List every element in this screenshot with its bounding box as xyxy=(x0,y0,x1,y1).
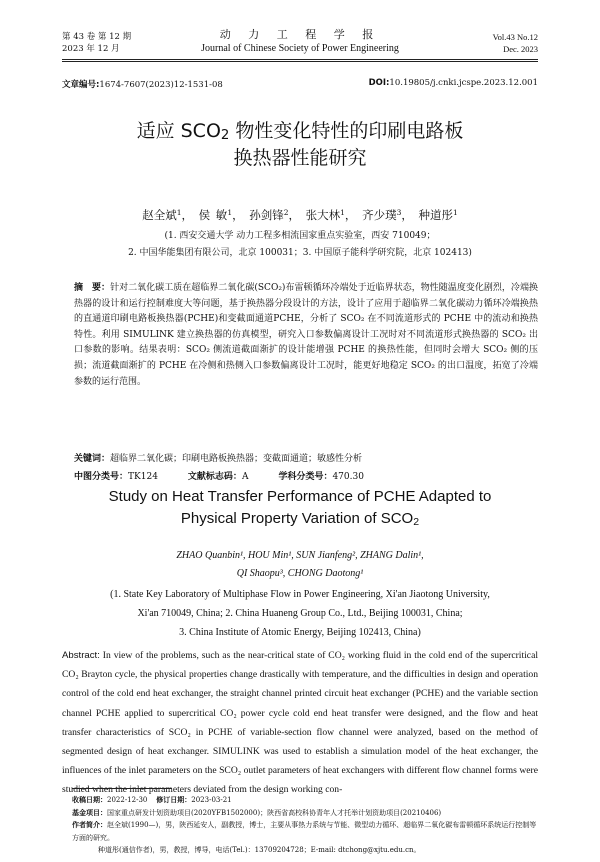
abstract-cn-label: 摘 要： xyxy=(74,283,111,293)
journal-name-en: Journal of Chinese Society of Power Engineering xyxy=(201,43,399,54)
header-rule xyxy=(62,59,538,60)
fund-line: 基金项目：国家重点研发计划资助项目(2020YFB1502000)；陕西省高校科协青年人才托举计划资助项目(20210406) xyxy=(72,808,442,817)
author-cn: 齐少璞$^3$ xyxy=(362,208,402,222)
journal-issue-en xyxy=(493,31,538,55)
affiliations-en xyxy=(62,585,538,642)
affiliation-en-line3: 3. China Institute of Atomic Energy, Beijing 102413, China) xyxy=(179,627,421,638)
article-meta xyxy=(62,78,538,90)
abstract-cn xyxy=(74,281,538,390)
date-en: Dec. 2023 xyxy=(503,44,538,54)
title-cn-line1: 适应 $SCO_2$ 物性变化特性的印刷电路板 xyxy=(136,120,464,143)
keywords-text: 超临界二氧化碳；印刷电路板换热器；变截面通道；敏感性分析 xyxy=(110,454,363,464)
author-cn: 赵全斌$^1$ xyxy=(142,208,182,222)
abstract-en-text: In view of the problems, such as the near-critical state of CO₂ working fluid in the cold end of the supercritical CO₂ Brayton cycle, the physical properties change drastically with temperature, and the difficulties in design and operation control of the cold end heat exchanger, the straight channel printed circuit heat exchanger (PCHE) and the variable section channel PCHE applied to supercritical CO₂ power cycle cold end heat transfer were designed, and the flow and heat transfer characteristics of SCO₂ in PCHE of variable-section flow channel were analyzed, based on the method of segmented design of heat exchanger. SIMULINK was used to establish a simulation model of the heat exchanger, the influences of the inlet parameters on the SCO₂ outlet parameters of heat exchangers with different flow channel forms were studied when the inlet parameters deviated from the design working con- xyxy=(62,650,538,796)
corresponding-author: 种道彤(通信作者)，男，教授，博导，电话(Tel.)：13709204728；E-mail: dtchong@xjtu.edu.cn。 xyxy=(98,846,421,854)
keywords-cn xyxy=(74,452,538,467)
title-en-line1: Study on Heat Transfer Performance of PCHE Adapted to xyxy=(108,488,492,505)
author-bio: 作者简介：赵全斌(1990—)，男，陕西延安人，副教授，博士，主要从事热力系统与节能、微型动力循环、超临界二氧化碳布雷顿循环系统运行控制等方面的研究。 xyxy=(72,821,537,842)
doi[interactable]: DOI:10.19805/j.cnki.jcspe.2023.12.001 xyxy=(368,78,538,88)
clc-number: 中图分类号：TK124 xyxy=(74,472,158,482)
volume-cn: 第 43 卷 第 12 期 xyxy=(62,32,132,42)
date-cn: 2023 年 12 月 xyxy=(62,44,120,54)
authors-en-line1: ZHAO Quanbin¹, HOU Min¹, SUN Jianfeng², ZHANG Dalin¹, xyxy=(176,550,424,561)
author-list-en xyxy=(62,547,538,583)
footnote-rule xyxy=(72,788,172,789)
affiliations-cn xyxy=(62,228,538,262)
author-cn: 种道彤$^1$ xyxy=(418,208,458,222)
title-cn-line2: 换热器性能研究 xyxy=(233,147,367,169)
title-en-line2: Physical Property Variation of $SCO_2$ xyxy=(180,510,420,528)
header-rule-thin xyxy=(62,61,538,62)
author-cn: 孙剑锋$^2$ xyxy=(249,208,289,222)
abstract-cn-text: 针对二氧化碳工质在超临界二氧化碳(SCO₂)布雷顿循环冷端处于近临界状态，物性随温度变化剧烈，冷端换热器的设计和运行控制难度大等问题，基于换热器分段设计的方法，设计了应用于超临界二氧化碳动力循环冷端换热的直通道印刷电路板换热器(PCHE)和变截面通道PCHE，分析了 SCO₂ 在不同流道形式的 PCHE 中的流动和换热特性。利用 SIMULINK 建立换热器的仿真模型，研究入口参数偏离设计工况时对不同流道形式换热器的 SCO₂ 出口参数的影响。结果表明：SCO₂ 侧流道截面渐扩的设计能增强 PCHE 的换热性能，但同时会增大 SCO₂ 侧的压损；流道截面渐扩的 PCHE 在冷侧和热侧入口参数偏离设计工况时，能更好地稳定 SCO₂ 的出口温度，拓宽了冷端参数的运行范围。 xyxy=(74,283,538,387)
page-title-en xyxy=(62,486,538,530)
document-code: 文献标志码：A xyxy=(187,472,249,482)
affiliation-cn-line1: (1. 西安交通大学 动力工程多相流国家重点实验室，西安 710049； xyxy=(164,231,436,241)
journal-name xyxy=(150,27,450,55)
dates-line: 收稿日期：2022-12-30 修订日期：2023-03-21 xyxy=(72,796,232,804)
affiliation-cn-line2: 2. 中国华能集团有限公司，北京 100031；3. 中国原子能科学研究院，北京 102413) xyxy=(128,248,472,258)
journal-name-cn: 动 力 工 程 学 报 xyxy=(219,28,381,41)
affiliation-en-line2: Xi'an 710049, China; 2. China Huaneng Group Co., Ltd., Beijing 100031, China; xyxy=(137,608,463,619)
article-number: 文章编号:1674-7607(2023)12-1531-08 xyxy=(62,80,223,90)
journal-issue-cn xyxy=(62,31,131,55)
abstract-en xyxy=(62,646,538,800)
author-cn: 张大林$^1$ xyxy=(305,208,345,222)
subject-code: 学科分类号：470.30 xyxy=(278,472,364,482)
author-cn: 侯 敏$^1$ xyxy=(198,208,233,222)
authors-en-line2: QI Shaopu³, CHONG Daotong¹ xyxy=(236,568,364,579)
affiliation-en-line1: (1. State Key Laboratory of Multiphase Flow in Power Engineering, Xi'an Jiaotong University, xyxy=(110,589,490,600)
author-list-cn: 赵全斌$^1$， 侯 敏$^1$， 孙剑锋$^2$， 张大林$^1$， 齐少璞$^3$， 种道彤$^1$ xyxy=(142,208,458,222)
classification-row xyxy=(74,469,538,482)
keywords-label: 关键词： xyxy=(74,454,111,464)
footnotes xyxy=(72,794,538,857)
volume-en: Vol.43 No.12 xyxy=(492,32,538,42)
page-title-cn xyxy=(62,118,538,172)
abstract-en-label: Abstract: xyxy=(62,650,100,661)
